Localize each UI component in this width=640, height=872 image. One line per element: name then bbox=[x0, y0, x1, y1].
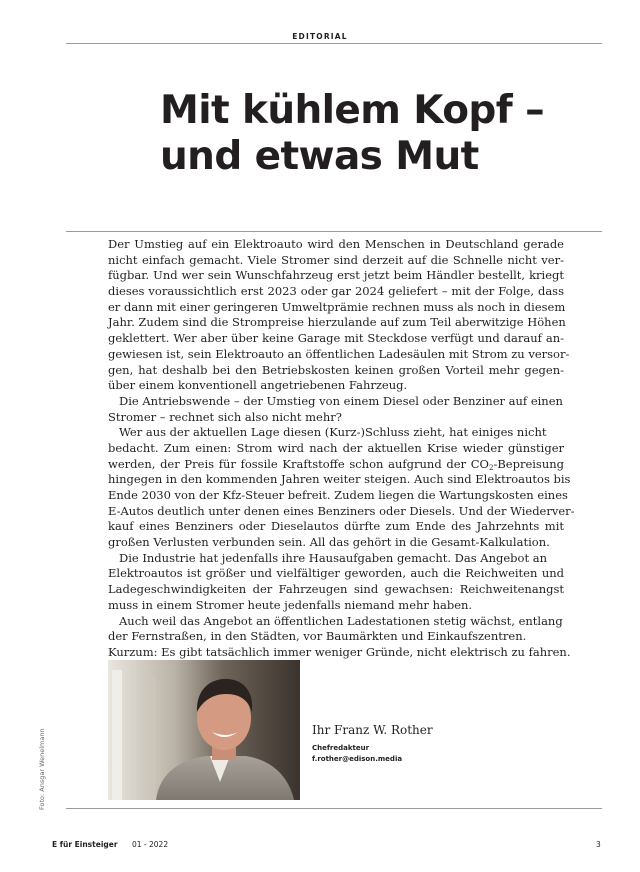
body-line: E-Autos deutlich unter denen eines Benziners oder Diesels. Und der Wiederver- bbox=[108, 503, 575, 518]
body-line: über einem konventionell angetriebenen Fahrzeug. bbox=[108, 378, 408, 393]
body-line: Wer aus der aktuellen Lage diesen (Kurz-)Schluss zieht, hat einiges nicht bbox=[119, 425, 547, 440]
section-label: EDITORIAL bbox=[292, 32, 348, 41]
author-photo bbox=[108, 660, 300, 800]
body-line: Jahr. Zudem sind die Strompreise hierzulande auf zum Teil aberwitzige Höhen bbox=[108, 315, 566, 330]
body-line: gen, hat deshalb bei den Betriebskosten keinen großen Vorteil mehr gegen- bbox=[108, 362, 564, 377]
body-line: werden, der Preis für fossile Kraftstoffe schon aufgrund der $CO_2$-Bepreisung bbox=[108, 456, 564, 472]
headline-rule bbox=[66, 231, 602, 232]
footer-magazine-title: E für Einsteiger bbox=[52, 840, 118, 849]
body-line: dieses voraussichtlich erst 2023 oder gar 2024 geliefert – mit der Folge, dass bbox=[108, 284, 564, 299]
signature-role: Chefredakteur bbox=[312, 744, 370, 752]
body-line: muss in einem Stromer heute jedenfalls niemand mehr haben. bbox=[108, 597, 473, 612]
body-line: Auch weil das Angebot an öffentlichen Ladestationen stetig wächst, entlang bbox=[119, 613, 563, 628]
bottom-rule bbox=[66, 808, 602, 809]
body-line: geklettert. Wer aber über keine Garage mit Steckdose verfügt und darauf an- bbox=[108, 331, 564, 346]
body-line: Stromer – rechnet sich also nicht mehr? bbox=[108, 409, 342, 424]
body-line: hingegen in den kommenden Jahren weiter steigen. Auch sind Elektroautos bis bbox=[108, 472, 571, 487]
body-line: Ladegeschwindigkeiten der Fahrzeugen sind gewachsen: Reichweitenangst bbox=[108, 582, 564, 597]
body-line: er dann mit einer geringeren Umweltprämie rechnen muss als noch in diesem bbox=[108, 299, 566, 314]
headline bbox=[160, 88, 610, 180]
body-line: gewiesen ist, sein Elektroauto an öffentlichen Ladesäulen mit Strom zu versor- bbox=[108, 346, 570, 361]
editorial-body bbox=[108, 237, 575, 661]
body-line: großen Verlusten verbunden sein. All das gehört in die Gesamt-Kalkulation. bbox=[108, 535, 550, 550]
body-line: Die Industrie hat jedenfalls ihre Hausaufgaben gemacht. Das Angebot an bbox=[119, 550, 547, 565]
signature-email[interactable]: f.rother@edison.media bbox=[312, 755, 403, 763]
body-line: nicht einfach gemacht. Viele Stromer sind derzeit auf die Schnelle nicht ver- bbox=[108, 252, 564, 267]
body-line: Kurzum: Es gibt tatsächlich immer weniger Gründe, nicht elektrisch zu fahren. bbox=[108, 644, 571, 659]
top-rule bbox=[66, 43, 602, 44]
body-line: fügbar. Und wer sein Wunschfahrzeug erst jetzt beim Händler bestellt, kriegt bbox=[108, 268, 564, 283]
headline-line-1: Mit kühlem Kopf – bbox=[160, 88, 544, 133]
body-line: Ende 2030 von der Kfz-Steuer befreit. Zudem liegen die Wartungskosten eines bbox=[108, 488, 568, 502]
body-line: Elektroautos ist größer und vielfältiger geworden, auch die Reichweiten und bbox=[108, 566, 564, 581]
footer-issue: 01 - 2022 bbox=[132, 840, 169, 849]
headline-line-2: und etwas Mut bbox=[160, 134, 479, 179]
photo-credit: Foto: Ansgar Wenelmann bbox=[38, 728, 46, 810]
body-line: Der Umstieg auf ein Elektroauto wird den Menschen in Deutschland gerade bbox=[108, 237, 564, 251]
body-line: der Fernstraßen, in den Städten, vor Baumärkten und Einkaufszentren. bbox=[108, 629, 527, 644]
body-line: Die Antriebswende – der Umstieg von einem Diesel oder Benziner auf einen bbox=[119, 393, 563, 408]
signature-name: Ihr Franz W. Rother bbox=[312, 723, 433, 737]
page-number: 3 bbox=[596, 840, 601, 849]
body-line: kauf eines Benziners oder Dieselautos dürfte zum Ende des Jahrzehnts mit bbox=[108, 519, 564, 534]
body-line: bedacht. Zum einen: Strom wird nach der aktuellen Krise wieder günstiger bbox=[108, 440, 564, 455]
portrait-image bbox=[108, 660, 300, 800]
